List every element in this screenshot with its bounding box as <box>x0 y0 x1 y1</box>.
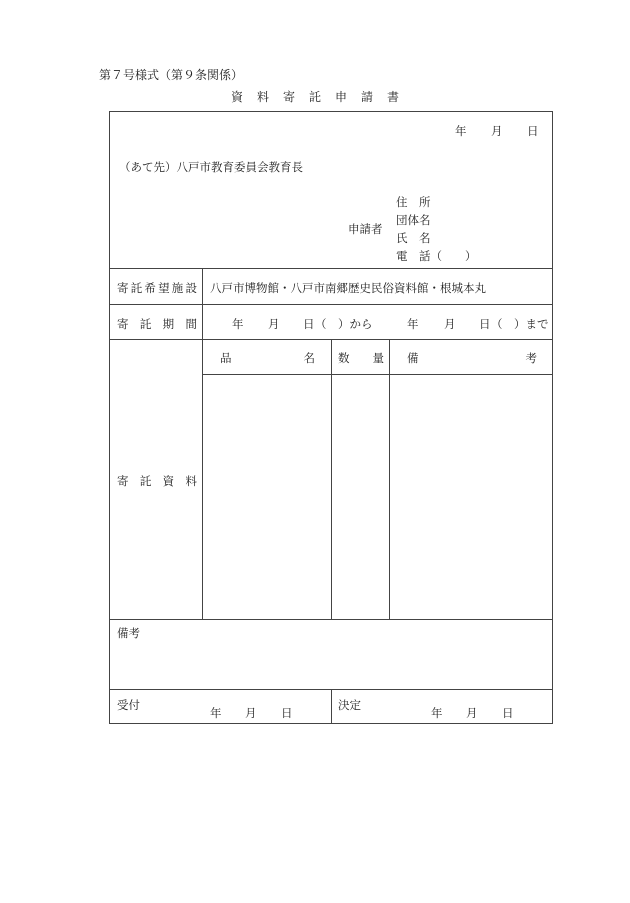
row-divider <box>109 619 553 620</box>
materials-label <box>117 473 197 489</box>
title-char: 託 <box>308 90 321 104</box>
title-char: 寄 <box>282 90 295 104</box>
column-header-item-name <box>220 350 315 366</box>
decision-year: 年 <box>431 706 443 720</box>
header-char: 数 <box>338 351 350 365</box>
decision-month: 月 <box>466 706 478 720</box>
period-label <box>117 316 197 332</box>
label-char: 寄 <box>117 317 129 331</box>
period-from-month: 月 <box>268 317 280 331</box>
header-char: 名 <box>303 351 315 365</box>
reception-year: 年 <box>210 706 222 720</box>
label-char: 寄 <box>117 474 129 488</box>
header-char: 品 <box>220 351 232 365</box>
application-date-month: 月 <box>491 124 503 138</box>
decision-label: 決定 <box>338 698 361 712</box>
decision-day: 日 <box>502 706 514 720</box>
period-to-year: 年 <box>407 317 419 331</box>
period-to-suffix: （ ）まで <box>491 317 549 331</box>
label-char: 託 <box>139 474 152 488</box>
label-char: 期 <box>162 317 175 331</box>
label-char: 資 <box>162 474 175 488</box>
column-divider <box>389 339 390 619</box>
reception-label: 受付 <box>117 698 140 712</box>
form-number: 第７号様式（第９条関係） <box>99 68 244 82</box>
applicant-label: 申請者 <box>348 222 383 236</box>
row-divider <box>109 304 553 305</box>
facility-value: 八戸市博物館・八戸市南郷歴史民俗資料館・根城本丸 <box>210 281 486 295</box>
label-char: 望 <box>158 281 170 295</box>
title-char: 書 <box>387 90 400 104</box>
reception-month: 月 <box>245 706 257 720</box>
applicant-address-label: 住 所 <box>396 195 431 209</box>
label-char: 間 <box>185 317 197 331</box>
application-date-day: 日 <box>527 124 539 138</box>
document-title <box>0 88 630 105</box>
header-char: 考 <box>525 351 537 365</box>
label-char: 設 <box>185 281 197 295</box>
label-char: 料 <box>185 474 197 488</box>
reception-day: 日 <box>281 706 293 720</box>
row-divider <box>202 374 553 375</box>
label-char: 寄 <box>117 281 129 295</box>
label-char: 託 <box>130 281 143 295</box>
facility-label <box>117 280 197 296</box>
period-to-day: 日 <box>479 317 491 331</box>
applicant-phone-label: 電 話（ ） <box>396 249 477 263</box>
application-date-year: 年 <box>455 124 467 138</box>
label-char: 施 <box>171 281 184 295</box>
header-char: 量 <box>372 351 384 365</box>
period-from-suffix: （ ）から <box>315 317 373 331</box>
column-divider <box>331 689 332 724</box>
addressee: （あて先）八戸市教育委員会教育長 <box>119 160 303 174</box>
column-header-remarks <box>407 350 537 366</box>
title-char: 申 <box>335 90 348 104</box>
period-from-day: 日 <box>303 317 315 331</box>
applicant-group-label: 団体名 <box>396 213 431 227</box>
column-divider <box>331 339 332 619</box>
applicant-name-label: 氏 名 <box>396 231 431 245</box>
column-divider <box>202 268 203 619</box>
remarks-label: 備考 <box>117 626 140 640</box>
row-divider <box>109 268 553 269</box>
period-from-year: 年 <box>232 317 244 331</box>
title-char: 請 <box>361 90 374 104</box>
title-char: 資 <box>230 90 243 104</box>
column-header-quantity <box>338 350 384 366</box>
period-to-month: 月 <box>444 317 456 331</box>
header-char: 備 <box>407 351 419 365</box>
label-char: 希 <box>144 281 156 295</box>
label-char: 託 <box>139 317 152 331</box>
title-char: 料 <box>256 90 269 104</box>
